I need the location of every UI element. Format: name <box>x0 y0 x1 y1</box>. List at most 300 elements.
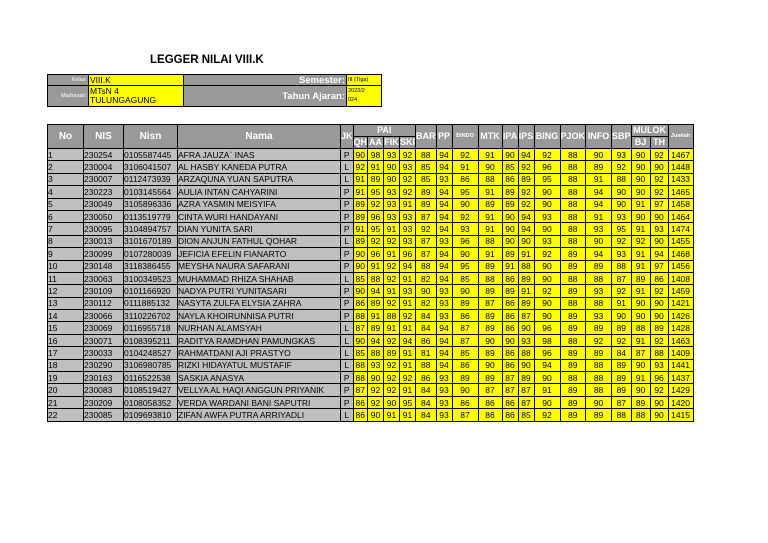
header-bindo: BINDO <box>452 125 478 149</box>
cell-pp: 94 <box>436 149 452 161</box>
cell-qh: 88 <box>353 310 368 322</box>
table-row <box>48 248 694 260</box>
table-row <box>48 210 694 222</box>
cell-jk: L <box>341 334 354 346</box>
cell-aa: 94 <box>368 285 384 297</box>
cell-ips: 90 <box>518 235 534 247</box>
cell-nisn: 0108058352 <box>124 396 178 408</box>
cell-bj: 92 <box>631 235 650 247</box>
cell-fik: 93 <box>384 149 400 161</box>
cell-th: 90 <box>650 161 668 173</box>
cell-aa: 92 <box>368 198 384 210</box>
cell-qh: 85 <box>353 347 368 359</box>
cell-th: 89 <box>650 322 668 334</box>
cell-jk: P <box>341 149 354 161</box>
cell-jk: L <box>341 173 354 185</box>
cell-pjok: 89 <box>560 285 586 297</box>
cell-ipa: 90 <box>502 223 518 235</box>
cell-bar: 87 <box>416 248 437 260</box>
cell-nis: 230007 <box>84 173 124 185</box>
header-th: TH <box>650 137 668 149</box>
cell-no: 18 <box>48 359 84 371</box>
cell-pjok: 88 <box>560 186 586 198</box>
cell-th: 92 <box>650 384 668 396</box>
cell-pp: 93 <box>436 372 452 384</box>
table-row <box>48 322 694 334</box>
cell-info: 93 <box>586 223 612 235</box>
cell-info: 93 <box>586 310 612 322</box>
cell-aa: 91 <box>368 310 384 322</box>
cell-pjok: 89 <box>560 347 586 359</box>
cell-aa: 89 <box>368 297 384 309</box>
cell-bar: 89 <box>416 186 437 198</box>
cell-ips: 94 <box>518 149 534 161</box>
cell-no: 22 <box>48 409 84 421</box>
cell-jk: P <box>341 372 354 384</box>
cell-bj: 90 <box>631 173 650 185</box>
cell-aa: 88 <box>368 347 384 359</box>
cell-jumlah: 1458 <box>668 198 693 210</box>
cell-bar: 88 <box>416 359 437 371</box>
header-nis: NIS <box>84 125 124 149</box>
cell-sbp: 95 <box>612 223 632 235</box>
cell-th: 90 <box>650 310 668 322</box>
kelas-value: VIII.K <box>89 75 184 86</box>
cell-jk: L <box>341 235 354 247</box>
cell-th: 90 <box>650 210 668 222</box>
table-row <box>48 186 694 198</box>
table-row <box>48 372 694 384</box>
table-row <box>48 347 694 359</box>
cell-bar: 90 <box>416 285 437 297</box>
cell-nisn: 3106980785 <box>124 359 178 371</box>
cell-pjok: 88 <box>560 173 586 185</box>
cell-ips: 94 <box>518 223 534 235</box>
cell-bindo: 87 <box>452 322 478 334</box>
cell-bj: 90 <box>631 161 650 173</box>
cell-qh: 90 <box>353 149 368 161</box>
cell-jk: L <box>341 409 354 421</box>
cell-ipa: 87 <box>502 384 518 396</box>
cell-jumlah: 1464 <box>668 210 693 222</box>
cell-no: 9 <box>48 248 84 260</box>
cell-fik: 93 <box>384 186 400 198</box>
cell-bindo: 96 <box>452 235 478 247</box>
cell-bing: 92 <box>534 285 560 297</box>
cell-jumlah: 1474 <box>668 223 693 235</box>
cell-jumlah: 1467 <box>668 149 693 161</box>
cell-bindo: 93 <box>452 223 478 235</box>
cell-bar: 82 <box>416 297 437 309</box>
cell-bing: 93 <box>534 210 560 222</box>
header-pjok: PJOK <box>560 125 586 149</box>
cell-nisn: 3106041507 <box>124 161 178 173</box>
cell-ips: 93 <box>518 334 534 346</box>
cell-pp: 94 <box>436 186 452 198</box>
cell-pp: 93 <box>436 297 452 309</box>
cell-nis: 230095 <box>84 223 124 235</box>
cell-info: 89 <box>586 161 612 173</box>
header-ski: SKI <box>400 137 416 147</box>
cell-sbp: 87 <box>612 396 632 408</box>
header-no: No <box>48 125 84 149</box>
cell-bj: 88 <box>631 409 650 421</box>
cell-pjok: 89 <box>560 260 586 272</box>
cell-sbp: 90 <box>612 310 632 322</box>
cell-aa: 95 <box>368 186 384 198</box>
kelas-label: Kelas: <box>48 75 89 86</box>
cell-nisn: 0116955718 <box>124 322 178 334</box>
cell-bar: 88 <box>416 260 437 272</box>
cell-no: 17 <box>48 347 84 359</box>
cell-jk: P <box>341 186 354 198</box>
cell-sbp: 84 <box>612 347 632 359</box>
cell-bindo: 87 <box>452 409 478 421</box>
cell-pjok: 88 <box>560 272 586 284</box>
cell-th: 92 <box>650 149 668 161</box>
cell-no: 14 <box>48 310 84 322</box>
cell-bj: 91 <box>631 248 650 260</box>
cell-fik: 91 <box>384 322 400 334</box>
cell-qh: 90 <box>353 260 368 272</box>
cell-pp: 93 <box>436 173 452 185</box>
cell-bindo: 91 <box>452 161 478 173</box>
cell-bing: 90 <box>534 260 560 272</box>
cell-no: 3 <box>48 173 84 185</box>
cell-bj: 91 <box>631 285 650 297</box>
cell-nis: 230071 <box>84 334 124 346</box>
cell-ipa: 91 <box>502 260 518 272</box>
cell-ipa: 86 <box>502 322 518 334</box>
cell-jumlah: 1459 <box>668 285 693 297</box>
cell-bing: 90 <box>534 396 560 408</box>
cell-fik: 89 <box>384 347 400 359</box>
cell-th: 96 <box>650 372 668 384</box>
cell-mtk: 89 <box>478 198 502 210</box>
cell-ips: 87 <box>518 396 534 408</box>
cell-info: 91 <box>586 173 612 185</box>
cell-sbp: 88 <box>612 409 632 421</box>
cell-no: 4 <box>48 186 84 198</box>
cell-nisn: 0107280039 <box>124 248 178 260</box>
cell-bj: 90 <box>631 310 650 322</box>
cell-fik: 92 <box>384 297 400 309</box>
cell-pp: 94 <box>436 248 452 260</box>
cell-aa: 91 <box>368 260 384 272</box>
cell-info: 89 <box>586 260 612 272</box>
cell-qh: 91 <box>353 223 368 235</box>
cell-nama: ARZAQUNA YUAN SAPUTRA <box>178 173 341 185</box>
cell-pp: 93 <box>436 310 452 322</box>
cell-mtk: 87 <box>478 297 502 309</box>
cell-th: 93 <box>650 359 668 371</box>
cell-pjok: 89 <box>560 310 586 322</box>
cell-nama: DIAN YUNITA SARI <box>178 223 341 235</box>
cell-ipa: 86 <box>502 173 518 185</box>
cell-fik: 92 <box>384 260 400 272</box>
cell-nama: VELLYA AL HAQI ANGGUN PRIYANIK <box>178 384 341 396</box>
cell-ips: 91 <box>518 285 534 297</box>
cell-info: 88 <box>586 297 612 309</box>
cell-nisn: 3105896336 <box>124 198 178 210</box>
cell-pp: 94 <box>436 347 452 359</box>
cell-aa: 96 <box>368 248 384 260</box>
cell-pp: 94 <box>436 198 452 210</box>
cell-bing: 92 <box>534 248 560 260</box>
cell-bar: 82 <box>416 272 437 284</box>
cell-bj: 88 <box>631 322 650 334</box>
cell-ipa: 86 <box>502 396 518 408</box>
cell-bar: 84 <box>416 310 437 322</box>
cell-nisn: 3118386455 <box>124 260 178 272</box>
cell-nama: NURHAN ALAMSYAH <box>178 322 341 334</box>
cell-fik: 93 <box>384 210 400 222</box>
cell-jk: P <box>341 198 354 210</box>
cell-ipa: 86 <box>502 297 518 309</box>
cell-ski: 91 <box>400 347 416 359</box>
cell-pjok: 88 <box>560 210 586 222</box>
cell-bindo: 89 <box>452 297 478 309</box>
cell-jumlah: 1463 <box>668 334 693 346</box>
cell-nis: 230290 <box>84 359 124 371</box>
cell-ips: 92 <box>518 161 534 173</box>
cell-nisn: 0101166920 <box>124 285 178 297</box>
cell-bar: 88 <box>416 149 437 161</box>
header-ips: IPS <box>518 125 534 149</box>
cell-jumlah: 1408 <box>668 272 693 284</box>
cell-mtk: 91 <box>478 149 502 161</box>
cell-jumlah: 1448 <box>668 161 693 173</box>
cell-ski: 92 <box>400 186 416 198</box>
cell-jk: P <box>341 310 354 322</box>
cell-bindo: 86 <box>452 310 478 322</box>
semester-value: III (Tiga) <box>347 75 382 86</box>
cell-no: 8 <box>48 235 84 247</box>
header-ipa: IPA <box>502 125 518 149</box>
tahun-value-line1: 2023/2 <box>348 88 365 94</box>
cell-fik: 91 <box>384 285 400 297</box>
cell-ips: 90 <box>518 322 534 334</box>
cell-ips: 88 <box>518 347 534 359</box>
cell-ski: 92 <box>400 372 416 384</box>
cell-mtk: 89 <box>478 310 502 322</box>
cell-nisn: 3110226702 <box>124 310 178 322</box>
cell-jumlah: 1429 <box>668 384 693 396</box>
cell-bar: 84 <box>416 384 437 396</box>
cell-jk: P <box>341 223 354 235</box>
cell-ips: 91 <box>518 248 534 260</box>
cell-jumlah: 1441 <box>668 359 693 371</box>
cell-info: 89 <box>586 347 612 359</box>
grades-table <box>47 124 694 422</box>
cell-jumlah: 1415 <box>668 409 693 421</box>
cell-sbp: 90 <box>612 198 632 210</box>
cell-th: 94 <box>650 248 668 260</box>
cell-info: 94 <box>586 198 612 210</box>
cell-pjok: 88 <box>560 223 586 235</box>
cell-nisn: 0109693810 <box>124 409 178 421</box>
cell-mtk: 86 <box>478 409 502 421</box>
cell-qh: 89 <box>353 210 368 222</box>
cell-fik: 90 <box>384 173 400 185</box>
cell-ski: 95 <box>400 396 416 408</box>
cell-mtk: 89 <box>478 372 502 384</box>
cell-bing: 94 <box>534 359 560 371</box>
header-qh: QH <box>353 137 368 147</box>
cell-jumlah: 1428 <box>668 322 693 334</box>
cell-info: 90 <box>586 235 612 247</box>
cell-nis: 230112 <box>84 297 124 309</box>
cell-aa: 95 <box>368 223 384 235</box>
cell-jk: L <box>341 359 354 371</box>
cell-jk: P <box>341 260 354 272</box>
cell-nis: 230066 <box>84 310 124 322</box>
cell-pjok: 89 <box>560 359 586 371</box>
cell-nis: 230223 <box>84 186 124 198</box>
cell-sbp: 88 <box>612 173 632 185</box>
cell-bar: 84 <box>416 396 437 408</box>
cell-bar: 81 <box>416 347 437 359</box>
cell-ski: 94 <box>400 260 416 272</box>
cell-th: 90 <box>650 409 668 421</box>
table-row <box>48 396 694 408</box>
cell-fik: 92 <box>384 272 400 284</box>
cell-nisn: 0112473939 <box>124 173 178 185</box>
cell-ips: 87 <box>518 384 534 396</box>
cell-qh: 86 <box>353 396 368 408</box>
cell-ski: 93 <box>400 285 416 297</box>
cell-info: 88 <box>586 359 612 371</box>
cell-fik: 90 <box>384 161 400 173</box>
cell-mtk: 90 <box>478 161 502 173</box>
cell-bj: 90 <box>631 149 650 161</box>
cell-mtk: 89 <box>478 285 502 297</box>
cell-nisn: 0108395211 <box>124 334 178 346</box>
cell-no: 5 <box>48 198 84 210</box>
table-row <box>48 409 694 421</box>
cell-fik: 88 <box>384 310 400 322</box>
cell-nama: SASKIA ANASYA <box>178 372 341 384</box>
cell-nama: AFRA JAUZA` INAS <box>178 149 341 161</box>
cell-nisn: 3100349523 <box>124 272 178 284</box>
cell-pjok: 89 <box>560 396 586 408</box>
cell-pp: 93 <box>436 409 452 421</box>
cell-nisn: 0103145564 <box>124 186 178 198</box>
header-mtk: MTK <box>478 125 502 149</box>
cell-nama: AZRA YASMIN MEISYIFA <box>178 198 341 210</box>
cell-bing: 96 <box>534 347 560 359</box>
cell-bar: 84 <box>416 322 437 334</box>
cell-nis: 230049 <box>84 198 124 210</box>
cell-bar: 85 <box>416 173 437 185</box>
cell-ipa: 90 <box>502 334 518 346</box>
cell-th: 97 <box>650 260 668 272</box>
cell-fik: 91 <box>384 409 400 421</box>
cell-sbp: 87 <box>612 272 632 284</box>
cell-nama: RAHMATDANI AJI PRASTYO <box>178 347 341 359</box>
cell-ips: 89 <box>518 173 534 185</box>
cell-sbp: 92 <box>612 161 632 173</box>
cell-sbp: 92 <box>612 235 632 247</box>
cell-bing: 92 <box>534 149 560 161</box>
cell-aa: 91 <box>368 161 384 173</box>
cell-qh: 89 <box>353 198 368 210</box>
cell-bj: 90 <box>631 186 650 198</box>
cell-nis: 230099 <box>84 248 124 260</box>
cell-th: 92 <box>650 186 668 198</box>
cell-pp: 94 <box>436 223 452 235</box>
cell-ipa: 86 <box>502 409 518 421</box>
cell-bar: 86 <box>416 334 437 346</box>
cell-jk: L <box>341 322 354 334</box>
cell-jk: P <box>341 297 354 309</box>
cell-bar: 84 <box>416 409 437 421</box>
cell-ips: 89 <box>518 372 534 384</box>
cell-bar: 87 <box>416 210 437 222</box>
cell-pjok: 88 <box>560 198 586 210</box>
cell-mtk: 89 <box>478 260 502 272</box>
cell-bindo: 86 <box>452 173 478 185</box>
cell-ski: 93 <box>400 223 416 235</box>
cell-nama: NADYA PUTRI YUNITASARI <box>178 285 341 297</box>
cell-aa: 98 <box>368 149 384 161</box>
cell-mtk: 86 <box>478 396 502 408</box>
cell-bing: 90 <box>534 372 560 384</box>
cell-nis: 230050 <box>84 210 124 222</box>
cell-sbp: 93 <box>612 210 632 222</box>
cell-sbp: 91 <box>612 297 632 309</box>
cell-qh: 90 <box>353 285 368 297</box>
cell-qh: 87 <box>353 322 368 334</box>
cell-sbp: 92 <box>612 334 632 346</box>
cell-ipa: 86 <box>502 347 518 359</box>
cell-pjok: 89 <box>560 384 586 396</box>
cell-nis: 230063 <box>84 272 124 284</box>
cell-nis: 230163 <box>84 372 124 384</box>
cell-qh: 86 <box>353 409 368 421</box>
cell-bing: 90 <box>534 223 560 235</box>
cell-bj: 89 <box>631 272 650 284</box>
cell-qh: 89 <box>353 235 368 247</box>
header-bing: BING <box>534 125 560 149</box>
tahun-ajaran-label: Tahun Ajaran: <box>184 86 347 107</box>
cell-pp: 94 <box>436 322 452 334</box>
cell-jumlah: 1437 <box>668 372 693 384</box>
cell-bindo: 86 <box>452 396 478 408</box>
cell-nisn: 0104248527 <box>124 347 178 359</box>
cell-ski: 91 <box>400 384 416 396</box>
cell-bar: 85 <box>416 161 437 173</box>
cell-bindo: 90 <box>452 285 478 297</box>
cell-bindo: 92 <box>452 149 478 161</box>
table-row <box>48 161 694 173</box>
table-row <box>48 359 694 371</box>
cell-nis: 230148 <box>84 260 124 272</box>
cell-no: 15 <box>48 322 84 334</box>
cell-mtk: 90 <box>478 359 502 371</box>
cell-pp: 94 <box>436 359 452 371</box>
cell-ipa: 89 <box>502 186 518 198</box>
cell-bing: 90 <box>534 198 560 210</box>
table-row <box>48 297 694 309</box>
cell-info: 90 <box>586 396 612 408</box>
cell-jk: L <box>341 347 354 359</box>
cell-nisn: 0105587445 <box>124 149 178 161</box>
cell-no: 12 <box>48 285 84 297</box>
madrasah-value-line1: MTsN 4 <box>90 86 119 96</box>
cell-th: 90 <box>650 297 668 309</box>
cell-no: 20 <box>48 384 84 396</box>
